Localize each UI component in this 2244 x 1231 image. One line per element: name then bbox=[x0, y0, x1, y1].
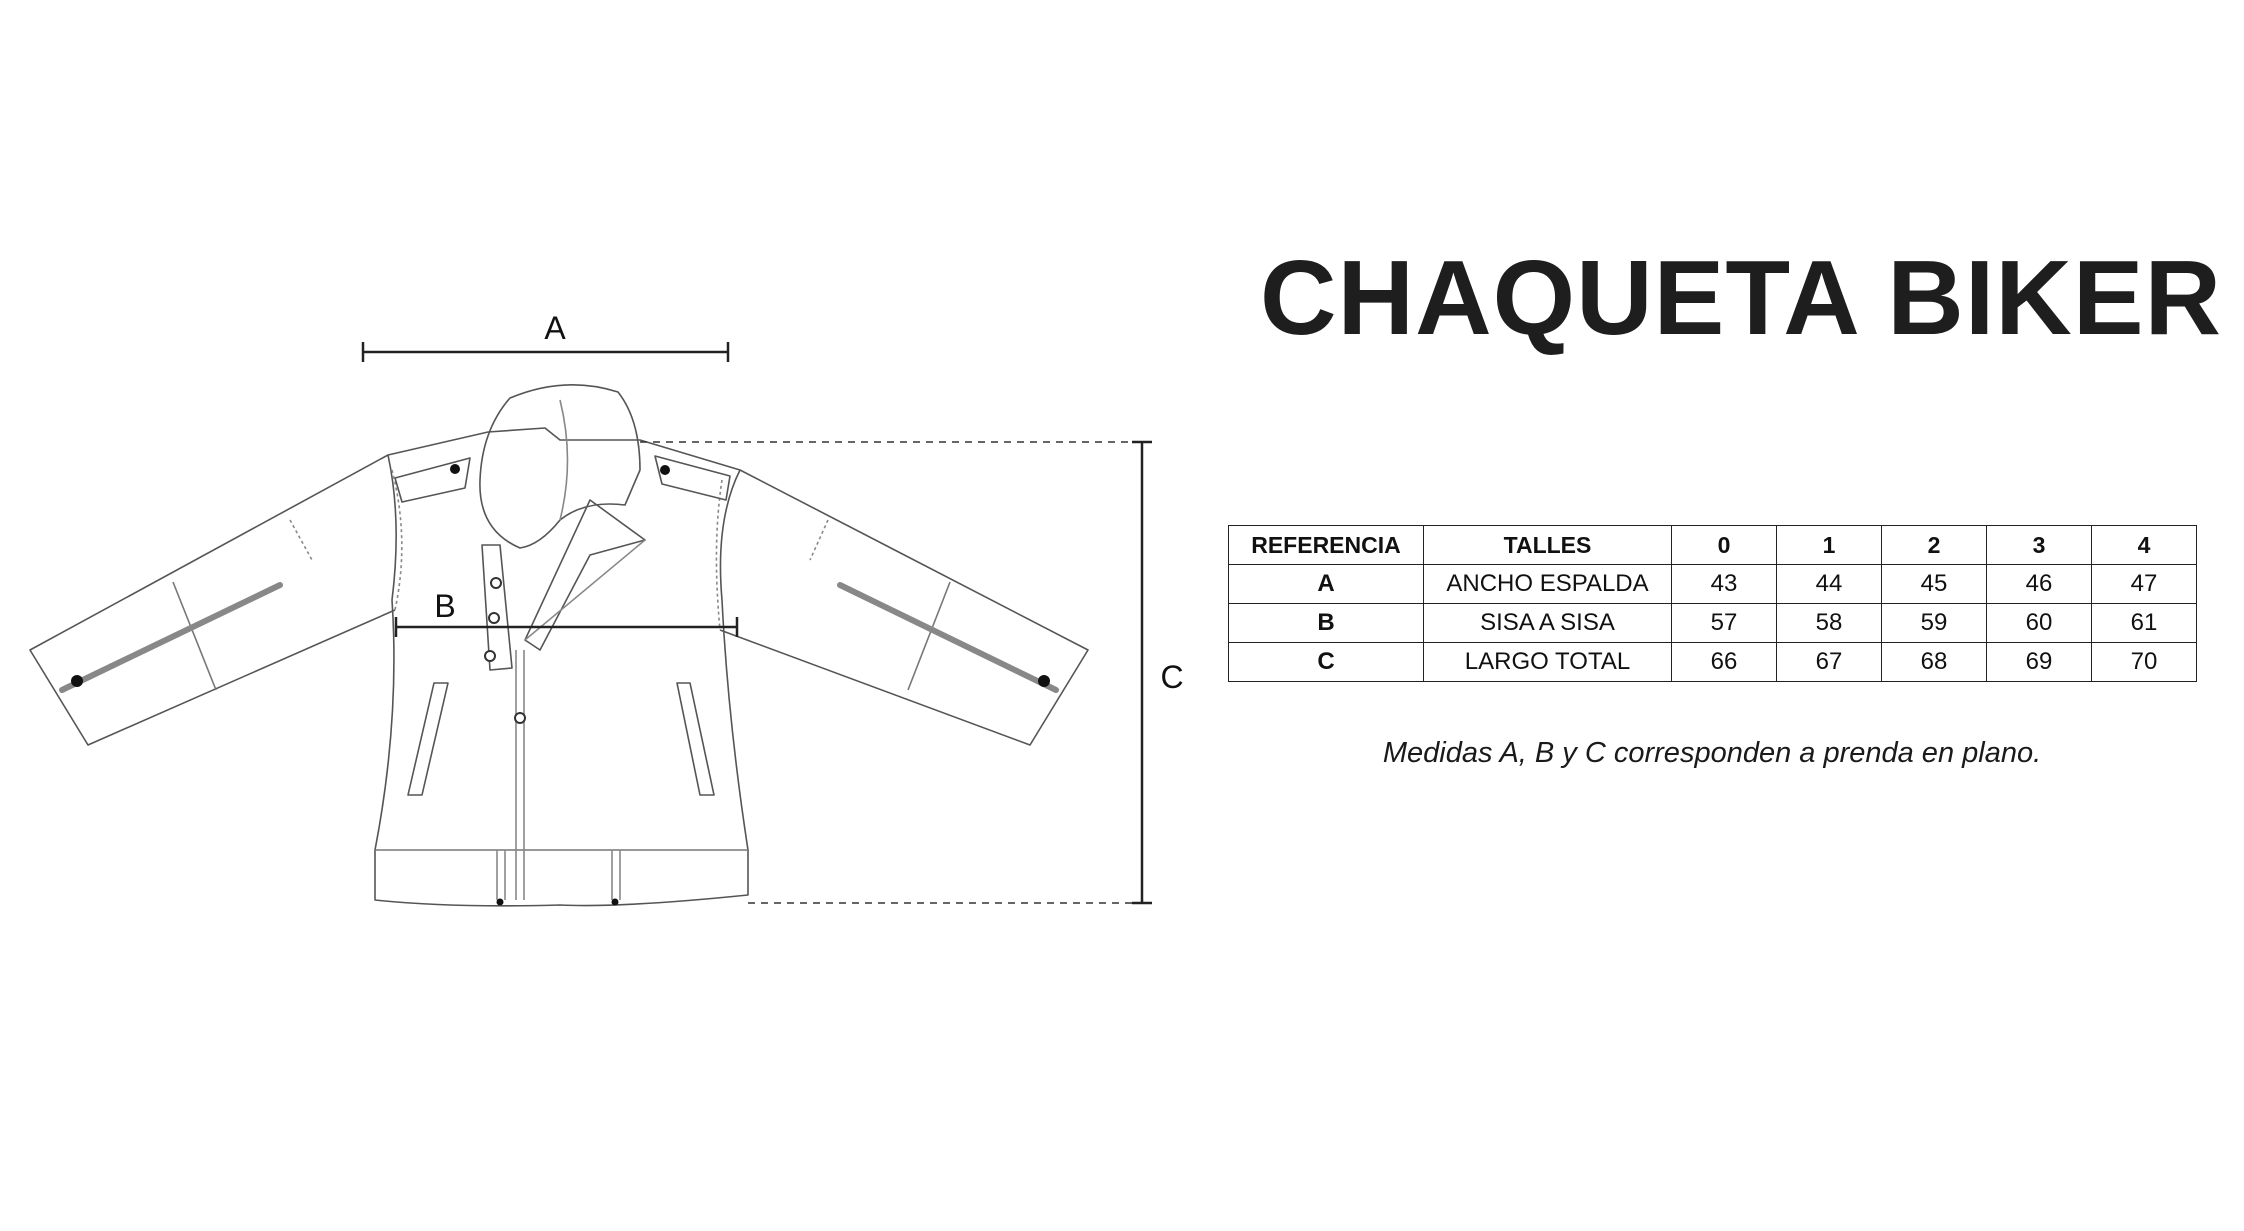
header-size-2: 2 bbox=[1882, 526, 1987, 565]
front-zip bbox=[516, 650, 524, 900]
header-size-4: 4 bbox=[2092, 526, 2197, 565]
measurement-note: Medidas A, B y C corresponden a prenda en plano. bbox=[1382, 737, 2042, 769]
dimension-a-label: A bbox=[544, 310, 566, 346]
row-value: 69 bbox=[1987, 643, 2092, 682]
right-sleeve-zip bbox=[840, 585, 1056, 690]
strap-snap-2 bbox=[489, 613, 499, 623]
row-value: 58 bbox=[1777, 604, 1882, 643]
header-size-3: 3 bbox=[1987, 526, 2092, 565]
table-header-row bbox=[1229, 526, 2197, 565]
table-row bbox=[1229, 643, 2197, 682]
header-size-1: 1 bbox=[1777, 526, 1882, 565]
row-value: 67 bbox=[1777, 643, 1882, 682]
left-epaulette bbox=[395, 458, 470, 502]
table-row bbox=[1229, 565, 2197, 604]
row-value: 45 bbox=[1882, 565, 1987, 604]
row-value: 66 bbox=[1672, 643, 1777, 682]
right-sleeve bbox=[720, 470, 1088, 745]
row-value: 61 bbox=[2092, 604, 2197, 643]
table-row bbox=[1229, 604, 2197, 643]
row-value: 59 bbox=[1882, 604, 1987, 643]
row-reference: C bbox=[1229, 643, 1424, 682]
epaulette-snap-right bbox=[660, 465, 670, 475]
left-pocket-zip bbox=[408, 683, 448, 795]
row-value: 68 bbox=[1882, 643, 1987, 682]
left-sleeve bbox=[30, 455, 395, 745]
row-value: 57 bbox=[1672, 604, 1777, 643]
row-value: 47 bbox=[2092, 565, 2197, 604]
right-epaulette bbox=[655, 456, 730, 500]
row-measure-name: ANCHO ESPALDA bbox=[1424, 565, 1672, 604]
strap-snap-3 bbox=[485, 651, 495, 661]
row-measure-name: LARGO TOTAL bbox=[1424, 643, 1672, 682]
right-pocket-zip bbox=[677, 683, 714, 795]
header-referencia: REFERENCIA bbox=[1229, 526, 1424, 565]
dimension-c-label: C bbox=[1160, 659, 1184, 695]
row-measure-name: SISA A SISA bbox=[1424, 604, 1672, 643]
right-sleeve-seam-2 bbox=[810, 520, 828, 560]
header-talles: TALLES bbox=[1424, 526, 1672, 565]
row-reference: A bbox=[1229, 565, 1424, 604]
row-reference: B bbox=[1229, 604, 1424, 643]
epaulette-snap-left bbox=[450, 464, 460, 474]
dimension-b-label: B bbox=[434, 588, 456, 624]
row-value: 44 bbox=[1777, 565, 1882, 604]
fur-collar bbox=[480, 385, 640, 548]
left-sleeve-seam-2 bbox=[290, 520, 312, 560]
page-title: CHAQUETA BIKER bbox=[1260, 239, 2223, 357]
row-value: 60 bbox=[1987, 604, 2092, 643]
strap-snap-1 bbox=[491, 578, 501, 588]
jacket-body bbox=[375, 428, 748, 906]
row-value: 46 bbox=[1987, 565, 2092, 604]
row-value: 70 bbox=[2092, 643, 2197, 682]
header-size-0: 0 bbox=[1672, 526, 1777, 565]
row-value: 43 bbox=[1672, 565, 1777, 604]
size-table bbox=[1228, 525, 2197, 682]
